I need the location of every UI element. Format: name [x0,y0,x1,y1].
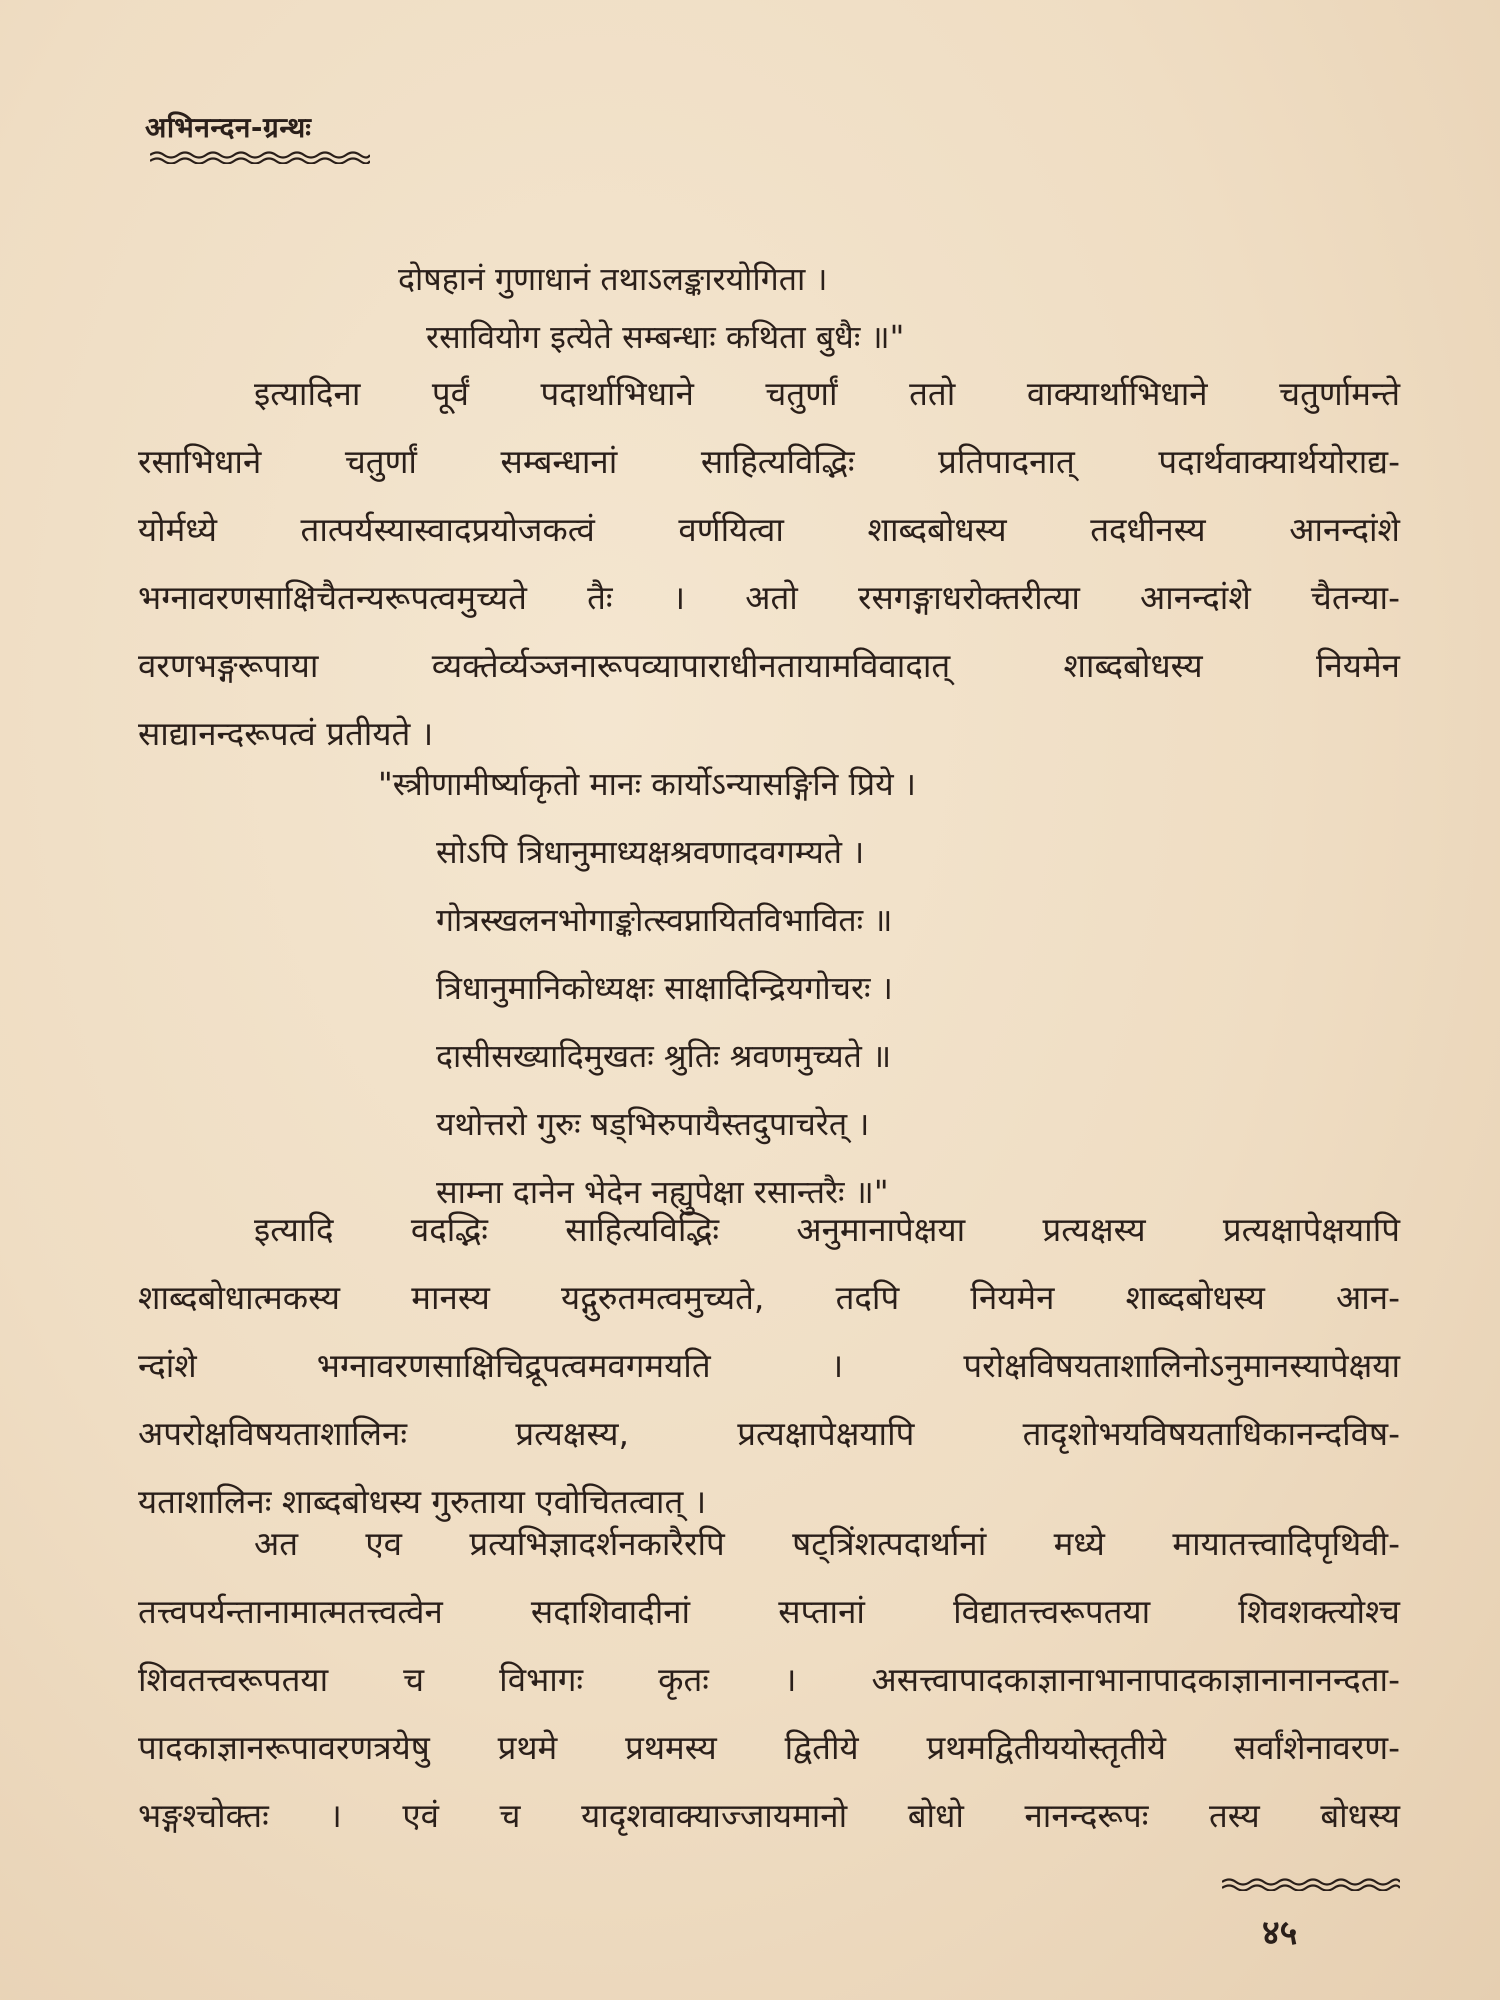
verse-line: सोऽपि त्रिधानुमाध्यक्षश्रवणादवगम्यते । [436,833,865,871]
verse-block-2 [378,750,916,1226]
paragraph-1 [138,360,1400,768]
verse-line: यथोत्तरो गुरुः षड्भिरुपायैस्तदुपाचरेत् । [436,1105,870,1143]
paragraph-line: भग्नावरणसाक्षिचैतन्यरूपत्वमुच्यते तैः । अतो रसगङ्गाधरोक्तरीत्या आनन्दांशे चैतन्या- [138,578,1400,617]
paragraph-line: योर्मध्ये तात्पर्यस्यास्वादप्रयोजकत्वं वर्णयित्वा शाब्दबोधस्य तदधीनस्य आनन्दांशे [138,510,1400,549]
page-number: ४५ [1262,1913,1298,1953]
paragraph-line: तत्त्वपर्यन्तानामात्मतत्त्वत्वेन सदाशिवादीनां सप्तानां विद्यातत्त्वरूपतया शिवशक्त्योश्च [138,1592,1400,1631]
verse-block-1 [398,250,904,366]
paragraph-line: इत्यादि वदद्भिः साहित्यविद्भिः अनुमानापेक्षया प्रत्यक्षस्य प्रत्यक्षापेक्षयापि [254,1210,1400,1249]
header-wave-ornament [150,150,370,164]
paragraph-line: शिवतत्त्वरूपतया च विभागः कृतः । असत्त्वापादकाज्ञानाभानापादकाज्ञानानानन्दता- [138,1660,1400,1699]
paragraph-line: शाब्दबोधात्मकस्य मानस्य यद्गुरुतमत्वमुच्यते, तदपि नियमेन शाब्दबोधस्य आन- [138,1278,1400,1317]
paragraph-line: वरणभङ्गरूपाया व्यक्तेर्व्यञ्जनारूपव्यापाराधीनतायामविवादात् शाब्दबोधस्य नियमेन [138,646,1400,685]
verse-line: दासीसख्यादिमुखतः श्रुतिः श्रवणमुच्यते ॥ [436,1037,892,1075]
paragraph-line: साद्यानन्दरूपत्वं प्रतीयते । [138,714,434,753]
footer-wave-ornament [1222,1877,1400,1891]
paragraph-3 [138,1510,1400,1850]
paragraph-line: भङ्गश्चोक्तः । एवं च यादृशवाक्याज्जायमानो बोधो नानन्दरूपः तस्य बोधस्य [138,1796,1400,1835]
paragraph-line: यताशालिनः शाब्दबोधस्य गुरुताया एवोचितत्वात् । [138,1482,707,1521]
paragraph-2 [138,1196,1400,1536]
verse-line: गोत्रस्खलनभोगाङ्कोत्स्वप्नायितविभावितः ॥ [436,901,893,939]
verse-line: दोषहानं गुणाधानं तथाऽलङ्कारयोगिता । [398,260,828,298]
paragraph-line: इत्यादिना पूर्वं पदार्थाभिधाने चतुर्णां ततो वाक्यार्थाभिधाने चतुर्णामन्ते [254,374,1400,413]
running-header: अभिनन्दन-ग्रन्थः [145,111,312,144]
paragraph-line: न्दांशे भग्नावरणसाक्षिचिद्रूपत्वमवगमयति । परोक्षविषयताशालिनोऽनुमानस्यापेक्षया [138,1346,1400,1385]
paragraph-line: रसाभिधाने चतुर्णां सम्बन्धानां साहित्यविद्भिः प्रतिपादनात् पदार्थवाक्यार्थयोराद्य- [138,442,1400,481]
paragraph-line: अत एव प्रत्यभिज्ञादर्शनकारैरपि षट्त्रिंशत्पदार्थानां मध्ये मायातत्त्वादिपृथिवी- [254,1524,1400,1563]
paragraph-line: अपरोक्षविषयताशालिनः प्रत्यक्षस्य, प्रत्यक्षापेक्षयापि तादृशोभयविषयताधिकानन्दविष- [138,1414,1400,1453]
verse-line: रसावियोग इत्येते सम्बन्धाः कथिता बुधैः ॥" [426,318,905,356]
verse-line: "स्त्रीणामीर्ष्याकृतो मानः कार्योऽन्यासङ्गिनि प्रिये । [378,765,916,803]
verse-line: साम्ना दानेन भेदेन नह्युपेक्षा रसान्तरैः ॥" [436,1173,889,1211]
paragraph-line: पादकाज्ञानरूपावरणत्रयेषु प्रथमे प्रथमस्य द्वितीये प्रथमद्वितीययोस्तृतीये सर्वांशेनावरण- [138,1728,1400,1767]
verse-line: त्रिधानुमानिकोध्यक्षः साक्षादिन्द्रियगोचरः । [436,969,893,1007]
